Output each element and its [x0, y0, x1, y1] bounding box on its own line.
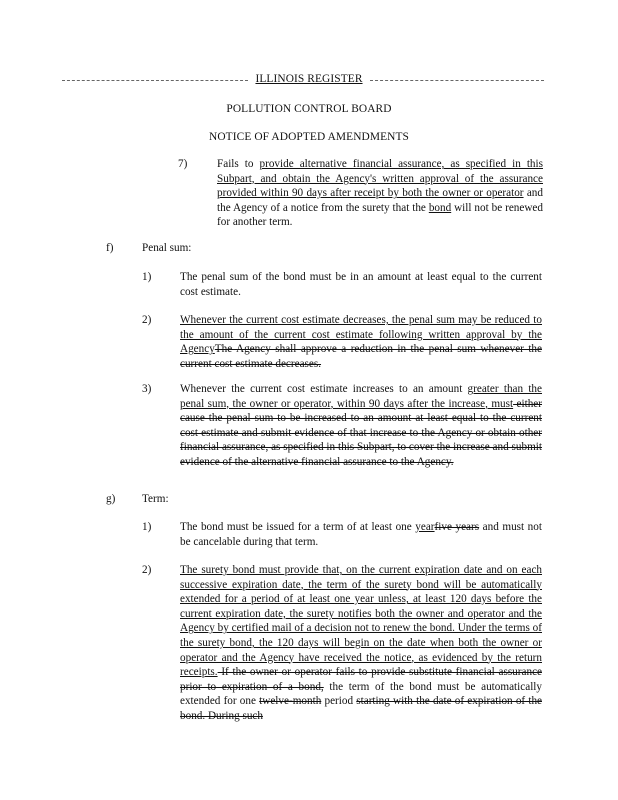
text-segment: and the Agency of a notice from the surety that the [217, 187, 543, 214]
section-g-number: g) [106, 493, 116, 505]
text-segment: the term of the bond must be automatically extended for one [180, 680, 543, 708]
inserted-text: The surety bond must provide that, on the current expiration date and on each successive expiration date, the term of the surety bond will be automatically extended for a period of at least one year unless, at least 120 days before the current expiration date, the surety notifies both the owner and operator and the Agency by certified mail of a decision not to renew the bond. Under the terms of the surety bond, the 120 days will begin on the date when both the owner or operator and the Agency have received the notice, as evidenced by the return receipts. [180, 564, 542, 679]
deleted-text: If the owner or operator fails to provide substitute financial assurance prior to expiration of a bond, [180, 666, 542, 693]
inserted-text: provide alternative financial assurance, as specified in this Subpart, and obtain the Agency's written approval of the assurance provided within 90 days after receipt by both the owner or operator [217, 158, 543, 200]
deleted-text: The Agency shall approve a reduction in the penal sum whenever the current cost estimate decreases. [180, 343, 542, 370]
register-title: ILLINOIS REGISTER [255, 73, 363, 85]
deleted-text: either cause the penal sum to be increased to an amount at least equal to the current cost estimate and submit evidence of that increase to the Agency or obtain other financial assurance, as specified in this Subpart, to cover the increase and submit evidence of the alternative financial assurance to the Agency. [180, 397, 542, 468]
text-segment: and must not be cancelable during that term. [180, 521, 542, 548]
f-item-1-text [180, 270, 542, 299]
section-f-title: Penal sum: [142, 242, 192, 254]
deleted-text: twelve-month [259, 695, 322, 708]
notice-title: NOTICE OF ADOPTED AMENDMENTS [209, 131, 409, 143]
section-f-number: f) [106, 242, 114, 254]
text-segment: Fails to [217, 158, 260, 170]
g-item-1-text [180, 520, 542, 549]
inserted-text: greater than the penal sum, the owner or operator, within 90 days after the increase, must [180, 383, 542, 410]
inserted-text: year [415, 521, 435, 533]
g-item-1-number: 1) [142, 521, 152, 533]
f-item-2-number: 2) [142, 314, 152, 326]
item-7-text [217, 157, 543, 230]
f-item-1-number: 1) [142, 271, 152, 283]
text-segment: The penal sum of the bond must be in an amount at least equal to the current cost estimate. [180, 271, 542, 298]
g-item-2-text [180, 563, 542, 724]
text-segment: will not be renewed for another term. [217, 201, 543, 229]
g-item-2-number: 2) [142, 564, 152, 576]
inserted-text: bond [428, 201, 452, 214]
section-g-title: Term: [142, 493, 169, 505]
item-7-number: 7) [178, 158, 188, 170]
text-segment: Whenever the current cost estimate increases to an amount [180, 383, 468, 395]
f-item-2-text [180, 313, 542, 371]
board-title: POLLUTION CONTROL BOARD [226, 103, 392, 115]
deleted-text: five years [434, 521, 480, 533]
text-segment: period [321, 695, 357, 708]
inserted-text: Whenever the current cost estimate decreases, the penal sum may be reduced to the amount of the current cost estimate following written approval by the Agency [180, 314, 542, 356]
text-segment: The bond must be issued for a term of at least one [180, 521, 416, 533]
f-item-3-number: 3) [142, 383, 152, 395]
deleted-text: starting with the date of expiration of the bond. During such [180, 695, 542, 722]
f-item-3-text [180, 382, 542, 470]
